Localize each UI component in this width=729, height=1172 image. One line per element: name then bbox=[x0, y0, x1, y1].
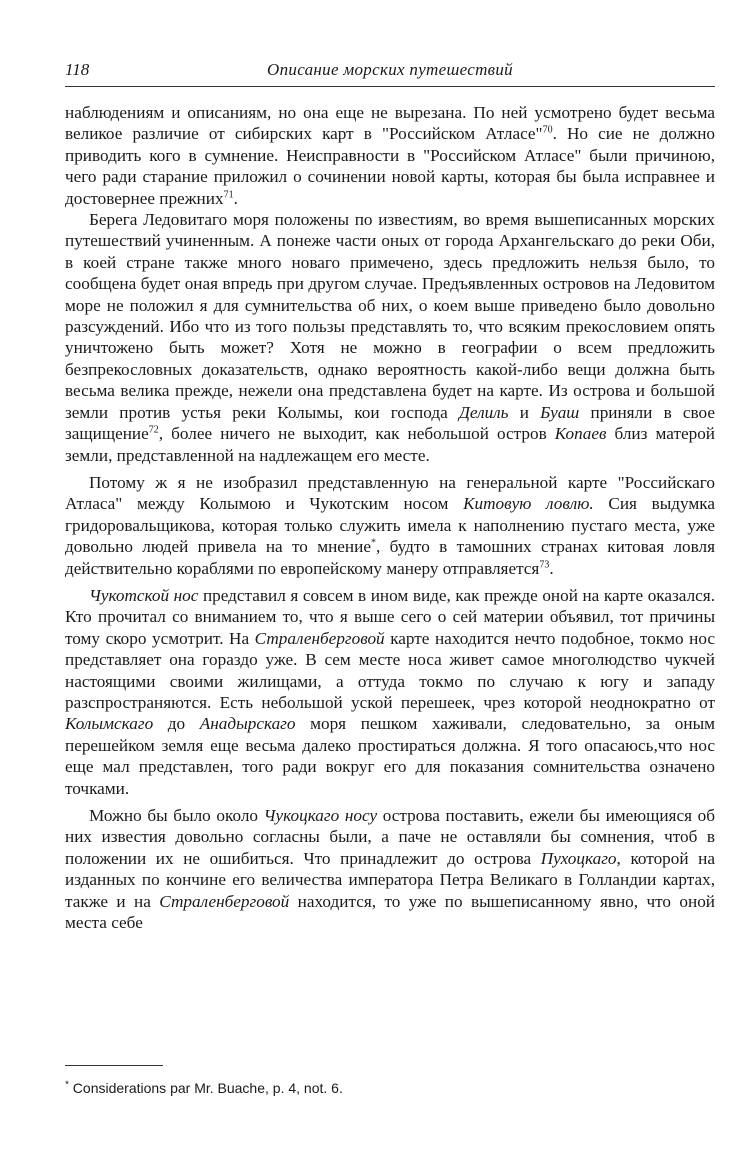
page-header bbox=[65, 56, 715, 84]
text-run: Можно бы было около bbox=[89, 806, 264, 825]
text-run: моря пешком хаживали, следовательно, за оным перешейком земля еще весьма далеко простираться должна. Я того опасаюсь,что нос еще мал представлен, того ради вокруг его для показания сомнительства означено точками. bbox=[65, 714, 715, 798]
italic-name: Пухоцкаго bbox=[540, 848, 617, 868]
text-run: , более ничего не выходит, как небольшой остров bbox=[158, 424, 555, 444]
text-run: приняли в свое защищение bbox=[65, 402, 715, 444]
page-number: 118 bbox=[65, 60, 90, 79]
text-run: Сия выдумка гридоровальщикова, которая только служить имела к наполнению пустаго места, уже довольно людей привела на то мнение bbox=[65, 494, 716, 557]
text-run: наблюдениям и описаниям, но она еще не вырезана. По ней усмотрено будет весьма великое различие от сибирских карт в "Российском Атласе" bbox=[65, 103, 715, 144]
text-run: , будто в тамошних странах китовая ловля действительно кораблями по европейскому манеру отправляется bbox=[65, 537, 715, 578]
italic-name: Чукоцкаго носу bbox=[263, 806, 378, 825]
text-run: . Но сие не должно приводить кого в сумнение. Неисправности в "Российском Атласе" были причиною, чего ради старание приложил о сочинении новой карты, которая бы была исправнее и достовернее прежних bbox=[65, 124, 715, 208]
text-run: и bbox=[508, 402, 541, 422]
italic-name: Копаев bbox=[554, 424, 607, 444]
note-ref: * bbox=[370, 537, 376, 549]
note-ref: 73 bbox=[539, 558, 550, 570]
italic-name: Колымскаго bbox=[65, 714, 154, 734]
note-ref: 70 bbox=[542, 124, 553, 136]
italic-name: Буаш bbox=[540, 402, 580, 422]
footnote-rule bbox=[65, 1065, 163, 1066]
note-ref: 72 bbox=[148, 424, 159, 436]
italic-name: Чукотской нос bbox=[89, 585, 199, 605]
text-run: , которой на изданных по кончине его величества императора Петра Великаго в Голландии картах, также и на bbox=[65, 848, 716, 911]
text-run: острова поставить, ежели бы имеющияся об них известия довольно согласны были, а паче не оставляли бы сомнения, чтоб в положении их не ошибиться. Что принадлежит до острова bbox=[65, 806, 715, 868]
footnote-text: Considerations par Mr. Buache, p. 4, not. 6. bbox=[68, 1080, 343, 1096]
italic-name: Страленберговой bbox=[254, 628, 385, 648]
text-run: близ матерой земли, представленной на надлежащем его месте. bbox=[65, 424, 715, 465]
footnote-marker: * bbox=[65, 1079, 69, 1091]
header-rule bbox=[65, 86, 715, 87]
paragraph bbox=[65, 209, 715, 466]
paragraph bbox=[65, 805, 715, 933]
italic-name: Китовую ловлю. bbox=[463, 494, 594, 514]
italic-name: Анадырскаго bbox=[199, 714, 296, 734]
text-run: карте находится нечто подобное, токмо нос представляет она гораздо уже. В сем месте носа живет самое многолюдство чукчей настоящими своими жилищами, а оттуда токмо по случаю к югу и западу разспространяются. Есть небольшой уской перешеек, чрез которой неоднократно от bbox=[65, 628, 716, 712]
italic-name: Делиль bbox=[458, 402, 509, 422]
text-run: Берега Ледовитаго моря положены по известиям, во время вышеписанных морских путешествий учиненным. А понеже части оных от города Архангельскаго до реки Оби, в коей стране также много новаго примечено, здесь предложить нельзя было, то сообщена будет оная впредь при другом случае. Предъявленных островов на Ледовитом море не положил я для сумнительства об них, о коем выше приведено было довольно разсуждений. Ибо что из того пользы представлять то, что всяким прекословием опять уничтожено быть может? Хотя не можно в географии о всем предложить безпрекословных доказательств, однако вероятность какой-либо вещи должна быть весьма велика прежде, нежели она представлена будет на карте. Из острова и большой земли против устья реки Колымы, кои господа bbox=[65, 210, 715, 422]
text-run: до bbox=[153, 714, 200, 734]
text-run: находится, то уже по вышеписанному явно, что оной места себе bbox=[65, 891, 715, 933]
italic-name: Страленберговой bbox=[159, 891, 290, 911]
footnote bbox=[65, 1080, 715, 1096]
text-run: Потому ж я не изобразил представленную на генеральной карте "Российскаго Атласа" между Колымою и Чукотским носом bbox=[65, 472, 715, 514]
text-run: . bbox=[549, 558, 554, 578]
running-title: Описание морских путешествий bbox=[267, 60, 513, 79]
paragraph bbox=[65, 102, 715, 209]
text-run: . bbox=[233, 188, 238, 208]
text-run: представил я совсем в ином виде, как прежде оной на карте оказался. Кто прочитал со вниманием то, что я выше сего о сей материи объявил, тот причины тому скоро усмотрит. На bbox=[65, 585, 715, 648]
paragraph bbox=[65, 585, 715, 799]
paragraph bbox=[65, 472, 715, 579]
note-ref: 71 bbox=[223, 188, 234, 200]
body-text bbox=[65, 102, 715, 933]
